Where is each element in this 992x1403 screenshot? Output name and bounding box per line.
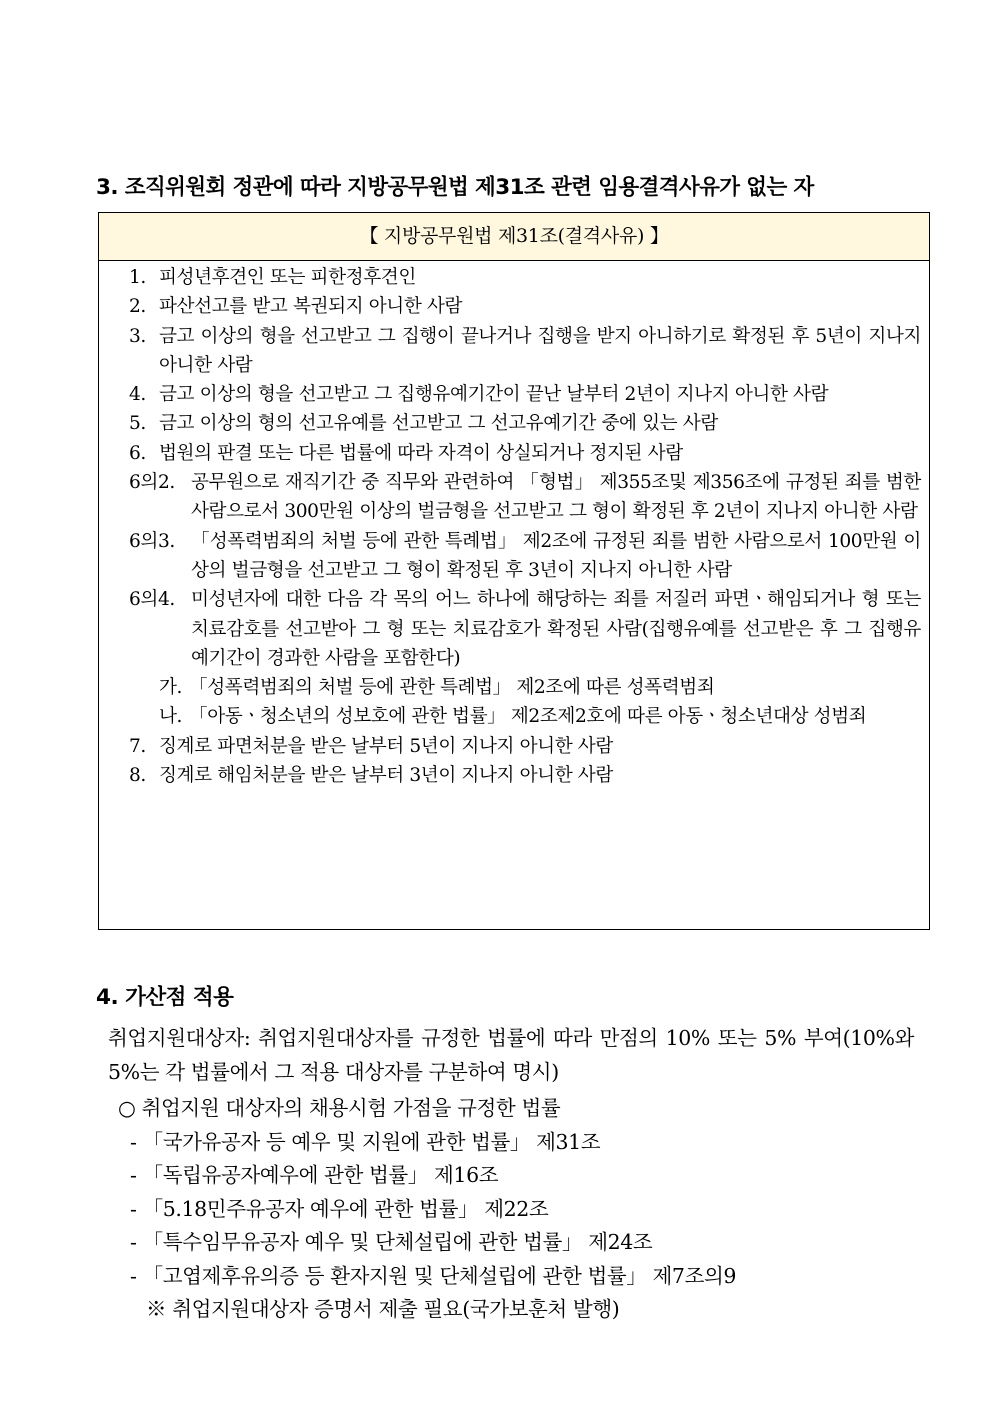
section-4-heading: 4. 가산점 적용 xyxy=(96,985,234,1010)
law-item: - 「특수임무유공자 예우 및 단체설립에 관한 법률」 제24조 xyxy=(130,1230,653,1254)
sub-list-item xyxy=(129,673,921,702)
item-text: 금고 이상의 형의 선고유예를 선고받고 그 선고유예기간 중에 있는 사람 xyxy=(159,413,718,435)
item-number: 6의2. xyxy=(129,472,175,494)
list-item xyxy=(129,468,921,527)
disqualification-box xyxy=(98,212,930,930)
list-item xyxy=(129,585,921,673)
item-number: 6의3. xyxy=(129,530,175,552)
list-item xyxy=(129,380,921,409)
law-item: - 「독립유공자예우에 관한 법률」 제16조 xyxy=(130,1163,499,1187)
item-number: 5. xyxy=(129,413,146,435)
bonus-paragraph: 취업지원대상자: 취업지원대상자를 규정한 법률에 따라 만점의 10% 또는 5% 부여(10%와 5%는 각 법률에서 그 적용 대상자를 구분하여 명시) xyxy=(108,1026,914,1084)
law-item: - 「고엽제후유의증 등 환자지원 및 단체설립에 관한 법률」 제7조의9 xyxy=(130,1263,737,1288)
section-3-heading: 3. 조직위원회 정관에 따라 지방공무원법 제31조 관련 임용결격사유가 없는 자 xyxy=(96,175,814,200)
item-text: 법원의 판결 또는 다른 법률에 따라 자격이 상실되거나 정지된 사람 xyxy=(159,442,683,464)
list-item xyxy=(129,527,921,586)
sub-list-item xyxy=(129,702,921,731)
note-text: ※ 취업지원대상자 증명서 제출 필요(국가보훈처 발행) xyxy=(146,1297,620,1321)
list-item xyxy=(129,292,921,321)
item-number: 가. xyxy=(159,677,183,699)
item-text: 「아동ㆍ청소년의 성보호에 관한 법률」 제2조제2호에 따른 아동ㆍ청소년대상 성범죄 xyxy=(189,706,867,728)
item-text: 「성폭력범죄의 처벌 등에 관한 특례법」 제2조에 규정된 죄를 범한 사람으로서 100만원 이상의 벌금형을 선고받고 그 형이 확정된 후 3년이 지나지 아니한 사람 xyxy=(191,530,921,581)
item-number: 4. xyxy=(129,384,146,406)
circle-item: ○ 취업지원 대상자의 채용시험 가점을 규정한 법률 xyxy=(118,1096,561,1120)
box-body xyxy=(99,261,929,790)
item-text: 공무원으로 재직기간 중 직무와 관련하여 「형법」 제355조및 제356조에 규정된 죄를 범한 사람으로서 300만원 이상의 벌금형을 선고받고 그 형이 확정된 후 2년이 지나지 아니한 사람 xyxy=(191,472,921,523)
list-item xyxy=(129,263,921,292)
law-list xyxy=(118,1092,938,1327)
item-number: 2. xyxy=(129,296,146,318)
law-item: - 「5.18민주유공자 예우에 관한 법률」 제22조 xyxy=(130,1196,549,1221)
list-item xyxy=(129,761,921,790)
item-number: 나. xyxy=(159,706,183,728)
item-text: 징계로 파면처분을 받은 날부터 5년이 지나지 아니한 사람 xyxy=(159,735,613,757)
list-item xyxy=(129,409,921,438)
list-item xyxy=(129,439,921,468)
item-number: 6. xyxy=(129,442,146,464)
item-text: 파산선고를 받고 복권되지 아니한 사람 xyxy=(159,296,463,318)
item-text: 미성년자에 대한 다음 각 목의 어느 하나에 해당하는 죄를 저질러 파면ㆍ해임되거나 형 또는 치료감호를 선고받아 그 형 또는 치료감호가 확정된 사람(집행유예를 선고받은 후 그 집행유예기간이 경과한 사람을 포함한다) xyxy=(191,589,921,669)
item-number: 8. xyxy=(129,765,146,787)
law-item: - 「국가유공자 등 예우 및 지원에 관한 법률」 제31조 xyxy=(130,1129,601,1154)
item-number: 6의4. xyxy=(129,589,175,611)
list-item xyxy=(129,732,921,761)
item-number: 3. xyxy=(129,325,146,347)
item-text: 징계로 해임처분을 받은 날부터 3년이 지나지 아니한 사람 xyxy=(159,765,613,787)
item-number: 1. xyxy=(129,267,146,288)
item-text: 금고 이상의 형을 선고받고 그 집행유예기간이 끝난 날부터 2년이 지나지 아니한 사람 xyxy=(159,384,829,406)
box-title: 【 지방공무원법 제31조(결격사유) 】 xyxy=(99,213,929,261)
item-text: 금고 이상의 형을 선고받고 그 집행이 끝나거나 집행을 받지 아니하기로 확정된 후 5년이 지나지 아니한 사람 xyxy=(159,325,921,376)
item-number: 7. xyxy=(129,735,146,757)
item-text: 피성년후견인 또는 피한정후견인 xyxy=(159,267,416,288)
item-text: 「성폭력범죄의 처벌 등에 관한 특례법」 제2조에 따른 성폭력범죄 xyxy=(189,677,715,699)
list-item xyxy=(129,322,921,381)
